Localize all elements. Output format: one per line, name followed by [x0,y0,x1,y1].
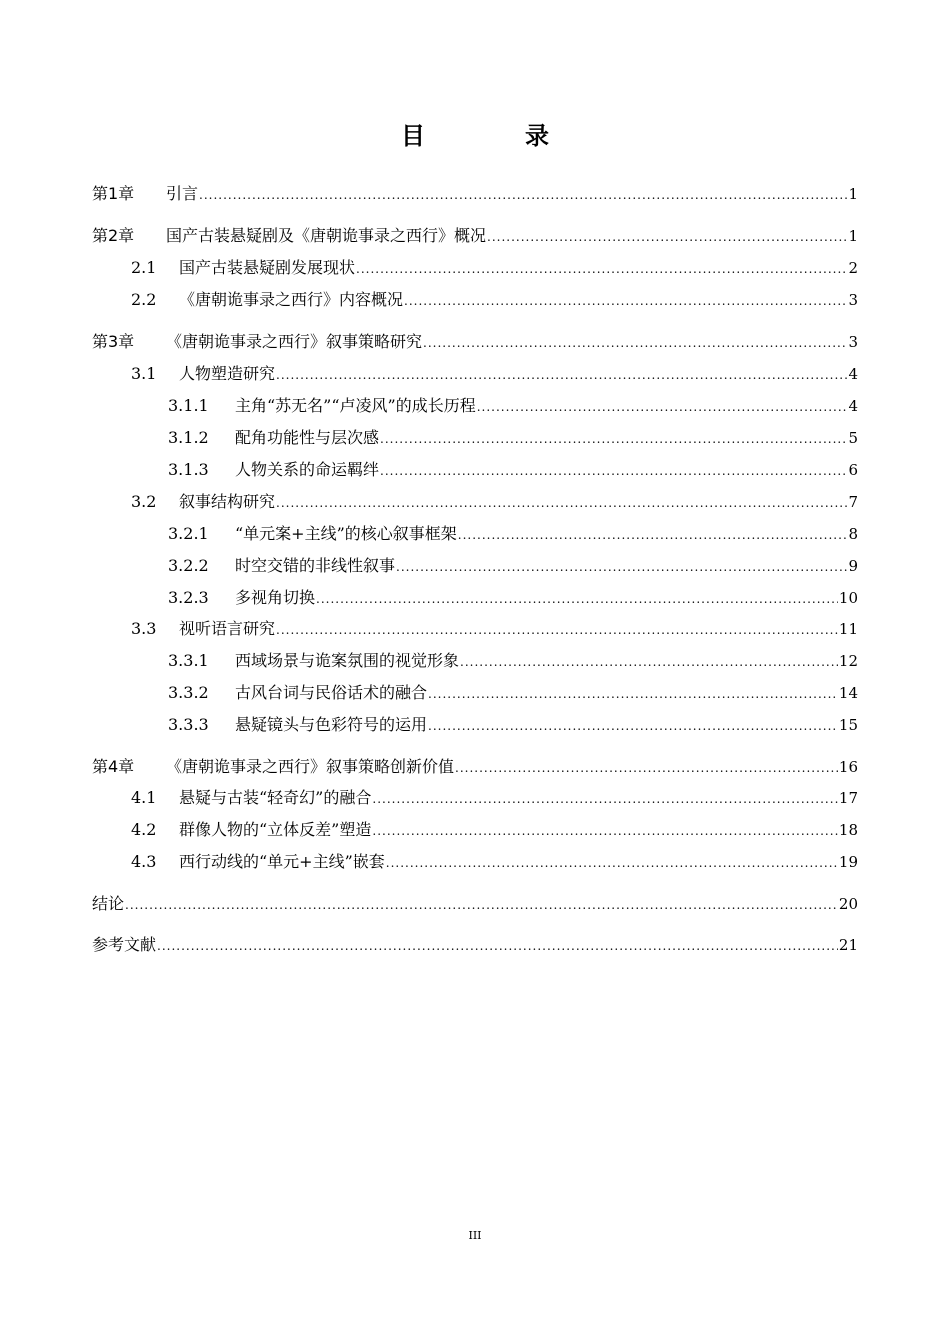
toc-page-number: 17 [838,789,858,807]
dot-leader [458,523,848,547]
toc-label: 多视角切换 [235,588,316,607]
toc-page-number: 8 [848,525,858,543]
dot-leader [276,618,838,642]
toc-label: 悬疑与古装“轻奇幻”的融合 [179,788,372,807]
toc-label: 西域场景与诡案氛围的视觉形象 [235,651,460,670]
toc-number: 2.2 [131,290,157,309]
dot-leader [455,756,838,780]
toc-label: 参考文献 [92,935,157,954]
toc-entry-3-3[interactable] [131,617,858,641]
dot-leader [356,257,847,281]
toc-entry-3-1-1[interactable] [168,394,858,418]
toc-number: 3.3.1 [168,651,209,670]
toc-page-number: 4 [848,397,858,415]
toc-number: 4.3 [131,852,157,871]
toc-page-number: 10 [838,589,858,607]
toc-page-number: 4 [848,365,858,383]
toc-page-number: 2 [848,259,858,277]
dot-leader [428,682,838,706]
toc-entry-3-1-2[interactable] [168,426,858,450]
toc-label: 引言 [166,184,199,203]
toc-number: 3.1.1 [168,396,209,415]
toc-entry-3-2-3[interactable] [168,586,858,610]
toc-number: 3.3.2 [168,683,209,702]
dot-leader [372,787,838,811]
toc-entry-4-1[interactable] [131,786,858,810]
toc-page-number: 15 [838,716,858,734]
toc-number: 第2章 [92,226,135,245]
dot-leader [380,427,847,451]
toc-page-number: 7 [848,493,858,511]
dot-leader [423,331,847,355]
toc-entry-chapter-3[interactable] [92,330,858,354]
toc-entry-3-2-2[interactable] [168,554,858,578]
dot-leader [386,851,838,875]
toc-label: 时空交错的非线性叙事 [235,556,396,575]
toc-label: 悬疑镜头与色彩符号的运用 [235,715,428,734]
toc-entry-3-2[interactable] [131,490,858,514]
toc-label: 国产古装悬疑剧发展现状 [179,258,356,277]
toc-page-number: 1 [848,227,858,245]
toc-number: 第1章 [92,184,135,203]
toc-number: 2.1 [131,258,157,277]
dot-leader [404,289,847,313]
toc-entry-chapter-4[interactable] [92,755,858,779]
toc-entry-chapter-2[interactable] [92,224,858,248]
toc-label: 视听语言研究 [179,619,276,638]
toc-label: 配角功能性与层次感 [235,428,380,447]
toc-entry-3-3-2[interactable] [168,681,858,705]
toc-entry-chapter-1[interactable] [92,182,858,206]
toc-number: 4.2 [131,820,157,839]
dot-leader [460,650,838,674]
dot-leader [157,934,838,958]
toc-page-number: 3 [848,333,858,351]
toc-number: 第3章 [92,332,135,351]
dot-leader [372,819,838,843]
toc-label: 主角“苏无名”“卢凌风”的成长历程 [235,396,476,415]
toc-number: 3.3.3 [168,715,209,734]
toc-page-number: 16 [838,758,858,776]
toc-label: 《唐朝诡事录之西行》叙事策略创新价值 [166,757,455,776]
dot-leader [125,893,838,917]
dot-leader [380,459,847,483]
toc-entry-3-1-3[interactable] [168,458,858,482]
toc-entry-2-2[interactable] [131,288,858,312]
toc-number: 3.3 [131,619,157,638]
toc-page-number: 3 [848,291,858,309]
dot-leader [199,183,847,207]
toc-page-number: 21 [838,936,858,954]
toc-page-number: 6 [848,461,858,479]
toc-page-number: 9 [848,557,858,575]
page-footer-number: III [468,1229,482,1242]
toc-page-number: 1 [848,185,858,203]
dot-leader [396,555,847,579]
toc-entry-3-3-1[interactable] [168,649,858,673]
toc-label: 《唐朝诡事录之西行》叙事策略研究 [166,332,423,351]
toc-number: 3.2.2 [168,556,209,575]
toc-page-number: 11 [838,620,858,638]
toc-page-number: 19 [838,853,858,871]
toc-label: 西行动线的“单元+主线”嵌套 [179,852,385,871]
dot-leader [276,363,847,387]
dot-leader [487,225,847,249]
toc-label: 群像人物的“立体反差”塑造 [179,820,372,839]
page-title: 目 录 [401,122,587,150]
toc-entry-3-1[interactable] [131,362,858,386]
toc-number: 3.2.1 [168,524,209,543]
toc-label: 结论 [92,894,125,913]
toc-number: 4.1 [131,788,157,807]
toc-entry-2-1[interactable] [131,256,858,280]
toc-number: 3.2 [131,492,157,511]
toc-page-number: 20 [838,895,858,913]
toc-number: 3.1.3 [168,460,209,479]
toc-entry-references[interactable] [92,933,858,957]
dot-leader [477,395,848,419]
toc-number: 3.2.3 [168,588,209,607]
toc-label: 《唐朝诡事录之西行》内容概况 [179,290,404,309]
toc-page-number: 5 [848,429,858,447]
dot-leader [428,714,838,738]
toc-label: “单元案+主线”的核心叙事框架 [235,524,457,543]
toc-page-number: 12 [838,652,858,670]
toc-page-number: 14 [838,684,858,702]
toc-number: 3.1.2 [168,428,209,447]
toc-label: 人物关系的命运羁绊 [235,460,380,479]
dot-leader [316,587,838,611]
toc-entry-3-3-3[interactable] [168,713,858,737]
toc-label: 叙事结构研究 [179,492,276,511]
toc-label: 人物塑造研究 [179,364,276,383]
dot-leader [276,491,847,515]
toc-label: 国产古装悬疑剧及《唐朝诡事录之西行》概况 [166,226,487,245]
toc-entry-conclusion[interactable] [92,892,858,916]
toc-label: 古风台词与民俗话术的融合 [235,683,428,702]
toc-entry-4-3[interactable] [131,850,858,874]
toc-number: 第4章 [92,757,135,776]
toc-number: 3.1 [131,364,157,383]
toc-page-number: 18 [838,821,858,839]
toc-entry-4-2[interactable] [131,818,858,842]
toc-entry-3-2-1[interactable] [168,522,858,546]
